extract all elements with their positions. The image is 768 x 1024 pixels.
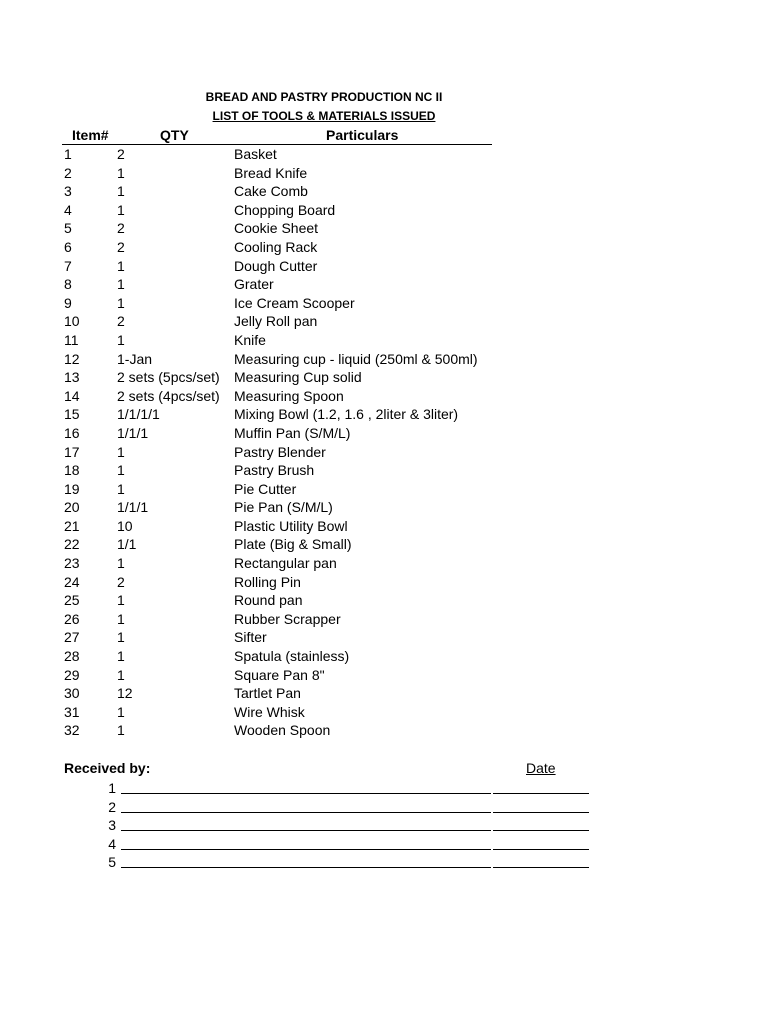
item-number-cell: 22	[64, 536, 80, 553]
name-line	[121, 867, 491, 868]
particulars-cell: Pie Cutter	[234, 480, 297, 497]
particulars-cell: Chopping Board	[234, 201, 336, 218]
item-number-cell: 13	[64, 369, 80, 386]
particulars-cell: Ice Cream Scooper	[234, 294, 355, 311]
qty-cell: 1	[117, 610, 125, 627]
particulars-cell: Mixing Bowl (1.2, 1.6 , 2liter & 3liter)	[234, 406, 459, 423]
table-row	[0, 350, 768, 369]
table-row	[0, 591, 768, 610]
received-by-label: Received by:	[64, 760, 151, 776]
item-number-cell: 1	[64, 146, 72, 162]
item-number-cell: 18	[64, 462, 80, 479]
signature-row	[0, 798, 768, 817]
name-line	[121, 793, 491, 794]
item-number-cell: 8	[64, 276, 72, 293]
particulars-cell: Dough Cutter	[234, 257, 318, 274]
column-header-item: Item#	[72, 127, 109, 143]
qty-cell: 1	[117, 648, 125, 665]
qty-cell: 1	[117, 183, 125, 200]
column-header-qty: QTY	[160, 127, 189, 143]
particulars-cell: Grater	[234, 276, 274, 293]
qty-cell: 1	[117, 722, 125, 739]
particulars-cell: Basket	[234, 146, 277, 162]
item-number-cell: 11	[64, 331, 79, 348]
signature-number: 3	[108, 817, 116, 834]
table-row	[0, 517, 768, 536]
item-number-cell: 16	[64, 424, 80, 441]
table-row	[0, 294, 768, 313]
qty-cell: 10	[117, 517, 133, 534]
item-number-cell: 9	[64, 294, 72, 311]
qty-cell: 1	[117, 592, 125, 609]
table-row	[0, 554, 768, 573]
column-header-particulars: Particulars	[326, 127, 399, 143]
item-number-cell: 20	[64, 499, 80, 516]
table-row	[0, 480, 768, 499]
item-number-cell: 4	[64, 201, 72, 218]
item-number-cell: 12	[64, 350, 80, 367]
table-row	[0, 535, 768, 554]
table-row	[0, 275, 768, 294]
date-line	[493, 793, 589, 794]
item-number-cell: 7	[64, 257, 72, 274]
item-number-cell: 19	[64, 480, 80, 497]
table-row	[0, 182, 768, 201]
qty-cell: 2	[117, 220, 125, 237]
particulars-cell: Jelly Roll pan	[234, 313, 318, 330]
table-row	[0, 312, 768, 331]
name-line	[121, 849, 491, 850]
particulars-cell: Pie Pan (S/M/L)	[234, 499, 333, 516]
particulars-cell: Rectangular pan	[234, 555, 337, 572]
table-row	[0, 405, 768, 424]
qty-cell: 1/1/1/1	[117, 406, 160, 423]
qty-cell: 12	[117, 685, 133, 702]
table-row	[0, 238, 768, 257]
qty-cell: 1	[117, 276, 125, 293]
particulars-cell: Measuring Spoon	[234, 387, 344, 404]
particulars-cell: Pastry Blender	[234, 443, 326, 460]
table-row	[0, 201, 768, 220]
qty-cell: 2	[117, 238, 125, 255]
date-line	[493, 849, 589, 850]
table-row	[0, 721, 768, 740]
item-number-cell: 23	[64, 555, 80, 572]
particulars-cell: Plate (Big & Small)	[234, 536, 352, 553]
item-number-cell: 5	[64, 220, 72, 237]
signature-number: 1	[108, 780, 116, 796]
table-row	[0, 164, 768, 183]
signature-number: 4	[108, 835, 116, 852]
table-row	[0, 368, 768, 387]
qty-cell: 1	[117, 480, 125, 497]
qty-cell: 1	[117, 294, 125, 311]
document-subtitle: LIST OF TOOLS & MATERIALS ISSUED	[212, 109, 436, 123]
item-number-cell: 3	[64, 183, 72, 200]
qty-cell: 1	[117, 555, 125, 572]
particulars-cell: Bread Knife	[234, 164, 308, 181]
particulars-cell: Rolling Pin	[234, 573, 301, 590]
table-row	[0, 257, 768, 276]
qty-cell: 1	[117, 629, 125, 646]
item-number-cell: 24	[64, 573, 80, 590]
particulars-cell: Cake Comb	[234, 183, 308, 200]
signature-row	[0, 853, 768, 872]
table-row	[0, 703, 768, 722]
table-row	[0, 684, 768, 703]
qty-cell: 1	[117, 462, 125, 479]
particulars-cell: Spatula (stainless)	[234, 648, 350, 665]
qty-cell: 1	[117, 331, 125, 348]
signature-number: 5	[108, 854, 116, 871]
table-row	[0, 461, 768, 480]
table-row	[0, 145, 768, 164]
date-label: Date	[526, 760, 556, 776]
particulars-cell: Wire Whisk	[234, 703, 305, 720]
table-row	[0, 610, 768, 629]
table-row	[0, 647, 768, 666]
item-number-cell: 2	[64, 164, 72, 181]
table-row	[0, 331, 768, 350]
particulars-cell: Knife	[234, 331, 266, 348]
document-title: BREAD AND PASTRY PRODUCTION NC II	[205, 90, 443, 104]
item-number-cell: 26	[64, 610, 80, 627]
qty-cell: 1	[117, 257, 125, 274]
item-number-cell: 17	[64, 443, 80, 460]
item-number-cell: 21	[64, 517, 80, 534]
date-line	[493, 812, 589, 813]
particulars-cell: Cooling Rack	[234, 238, 318, 255]
item-number-cell: 29	[64, 666, 80, 683]
items-table	[0, 145, 768, 740]
qty-cell: 1	[117, 443, 125, 460]
table-row	[0, 424, 768, 443]
date-line	[493, 867, 589, 868]
item-number-cell: 31	[64, 703, 80, 720]
table-row	[0, 498, 768, 517]
table-row	[0, 628, 768, 647]
particulars-cell: Muffin Pan (S/M/L)	[234, 424, 351, 441]
item-number-cell: 25	[64, 592, 80, 609]
qty-cell: 1/1	[117, 536, 137, 553]
name-line	[121, 830, 491, 831]
particulars-cell: Square Pan 8"	[234, 666, 325, 683]
qty-cell: 1	[117, 703, 125, 720]
qty-cell: 2	[117, 146, 125, 162]
qty-cell: 1-Jan	[117, 350, 153, 367]
qty-cell: 2 sets (4pcs/set)	[117, 387, 220, 404]
item-number-cell: 28	[64, 648, 80, 665]
item-number-cell: 10	[64, 313, 80, 330]
particulars-cell: Pastry Brush	[234, 462, 315, 479]
signature-lines	[0, 779, 768, 872]
table-row	[0, 387, 768, 406]
particulars-cell: Wooden Spoon	[234, 722, 331, 739]
table-row	[0, 219, 768, 238]
qty-cell: 2 sets (5pcs/set)	[117, 369, 220, 386]
qty-cell: 2	[117, 313, 125, 330]
particulars-cell: Round pan	[234, 592, 303, 609]
table-row	[0, 443, 768, 462]
item-number-cell: 30	[64, 685, 80, 702]
particulars-cell: Cookie Sheet	[234, 220, 319, 237]
qty-cell: 1/1/1	[117, 424, 149, 441]
qty-cell: 1	[117, 666, 125, 683]
qty-cell: 1/1/1	[117, 499, 149, 516]
qty-cell: 1	[117, 164, 125, 181]
name-line	[121, 812, 491, 813]
signature-row	[0, 835, 768, 854]
signature-row	[0, 779, 768, 798]
qty-cell: 2	[117, 573, 125, 590]
date-line	[493, 830, 589, 831]
item-number-cell: 6	[64, 238, 72, 255]
item-number-cell: 27	[64, 629, 80, 646]
item-number-cell: 32	[64, 722, 80, 739]
table-row	[0, 666, 768, 685]
particulars-cell: Sifter	[234, 629, 267, 646]
particulars-cell: Tartlet Pan	[234, 685, 301, 702]
signature-number: 2	[108, 798, 116, 815]
particulars-cell: Rubber Scrapper	[234, 610, 341, 627]
particulars-cell: Plastic Utility Bowl	[234, 517, 348, 534]
particulars-cell: Measuring Cup solid	[234, 369, 362, 386]
table-row	[0, 573, 768, 592]
item-number-cell: 15	[64, 406, 80, 423]
particulars-cell: Measuring cup - liquid (250ml & 500ml)	[234, 350, 478, 367]
signature-row	[0, 816, 768, 835]
item-number-cell: 14	[64, 387, 80, 404]
qty-cell: 1	[117, 201, 125, 218]
